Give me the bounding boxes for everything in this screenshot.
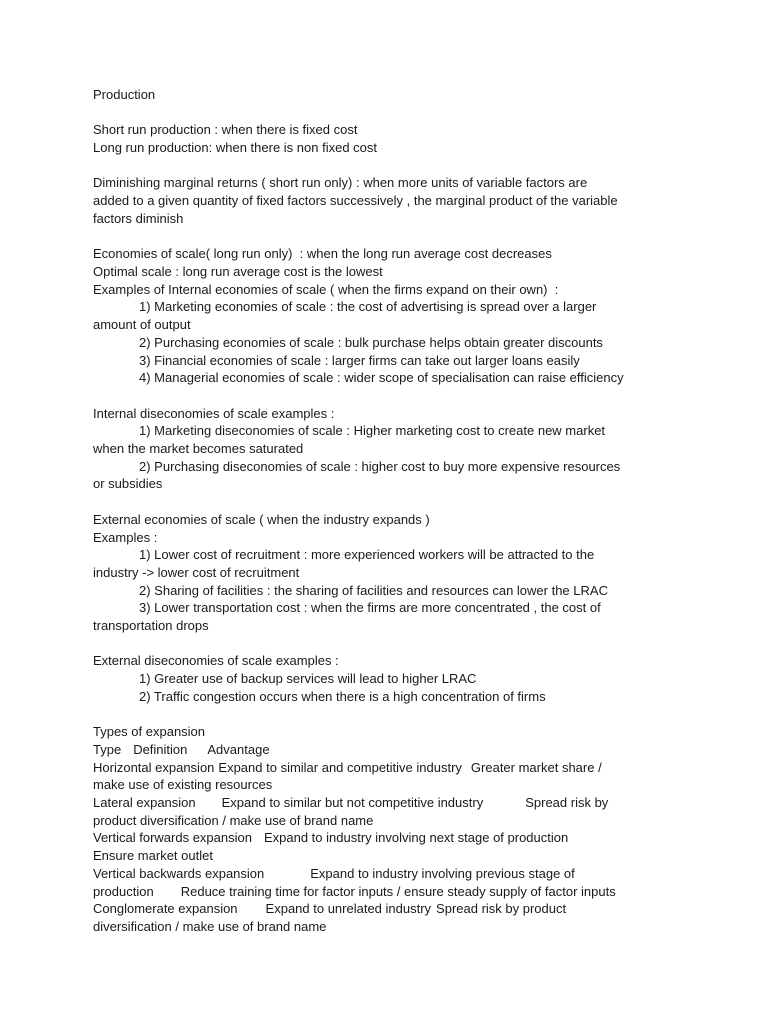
external-diseconomies-heading: External diseconomies of scale examples : — [93, 653, 339, 669]
lateral-name: Lateral expansion — [93, 795, 196, 811]
ext-dis-item-1: 1) Greater use of backup services will lead to higher LRAC — [139, 671, 477, 687]
conglomerate-adv: Spread risk by product — [436, 901, 567, 917]
expansion-header-row — [93, 741, 733, 759]
horizontal-name: Horizontal expansion — [93, 759, 215, 775]
vertical-forwards-adv: Ensure market outlet — [93, 848, 213, 864]
ext-eco-item-2: 2) Sharing of facilities : the sharing of facilities and resources can lower the LRAC — [139, 582, 608, 598]
lateral-adv: Spread risk by — [525, 795, 609, 811]
lateral-row — [93, 794, 733, 812]
internal-economies-heading: Examples of Internal economies of scale ( when the firms expand on their own) : — [93, 281, 559, 297]
internal-item-1-cont: amount of output — [93, 317, 191, 333]
economies-def: Economies of scale( long run only) : when the long run average cost decreases — [93, 246, 552, 262]
int-dis-item-2-cont: or subsidies — [93, 476, 163, 492]
internal-item-4: 4) Managerial economies of scale : wider scope of specialisation can raise efficiency — [139, 370, 624, 386]
long-run-line: Long run production: when there is non fixed cost — [93, 140, 378, 156]
col-type: Type — [93, 741, 122, 757]
vertical-backwards-def-cont: production — [93, 883, 154, 899]
diminishing-line-1: Diminishing marginal returns ( short run only) : when more units of variable factors are — [93, 175, 588, 191]
vertical-backwards-def: Expand to industry involving previous stage of — [310, 865, 575, 881]
diminishing-line-2: added to a given quantity of fixed factors successively , the marginal product of the variable — [93, 193, 618, 209]
vertical-backwards-adv: Reduce training time for factor inputs / ensure steady supply of factor inputs — [180, 883, 616, 899]
internal-item-3: 3) Financial economies of scale : larger firms can take out larger loans easily — [139, 352, 580, 368]
horizontal-row — [93, 759, 733, 777]
internal-item-2: 2) Purchasing economies of scale : bulk purchase helps obtain greater discounts — [139, 334, 603, 350]
conglomerate-name: Conglomerate expansion — [93, 901, 238, 917]
int-dis-item-2: 2) Purchasing diseconomies of scale : higher cost to buy more expensive resources — [139, 458, 621, 474]
ext-eco-item-1-cont: industry -> lower cost of recruitment — [93, 564, 300, 580]
page-title: Production — [93, 87, 156, 102]
vertical-backwards-name: Vertical backwards expansion — [93, 865, 265, 881]
lateral-def: Expand to similar but not competitive industry — [221, 795, 484, 811]
horizontal-def: Expand to similar and competitive industry — [218, 759, 462, 775]
optimal-scale: Optimal scale : long run average cost is the lowest — [93, 263, 383, 279]
col-definition: Definition — [133, 741, 188, 757]
ext-eco-item-3: 3) Lower transportation cost : when the firms are more concentrated , the cost of — [139, 600, 601, 616]
col-advantage: Advantage — [207, 741, 270, 757]
vertical-forwards-def: Expand to industry involving next stage of production — [263, 830, 569, 846]
conglomerate-def: Expand to unrelated industry — [265, 901, 432, 917]
ext-dis-item-2: 2) Traffic congestion occurs when there is a high concentration of firms — [139, 688, 546, 704]
external-examples-label: Examples : — [93, 529, 158, 545]
conglomerate-row — [93, 900, 733, 918]
ext-eco-item-3-cont: transportation drops — [93, 618, 209, 634]
vertical-forwards-name: Vertical forwards expansion — [93, 830, 252, 846]
lateral-row-cont: product diversification / make use of brand name — [93, 812, 374, 828]
short-run-line: Short run production : when there is fixed cost — [93, 122, 358, 138]
horizontal-row-cont: make use of existing resources — [93, 777, 273, 793]
external-economies-heading: External economies of scale ( when the industry expands ) — [93, 511, 430, 527]
internal-item-1: 1) Marketing economies of scale : the cost of advertising is spread over a larger — [139, 299, 597, 315]
vertical-forwards-row — [93, 829, 733, 847]
internal-diseconomies-heading: Internal diseconomies of scale examples : — [93, 405, 335, 421]
conglomerate-row-cont: diversification / make use of brand name — [93, 918, 327, 934]
int-dis-item-1-cont: when the market becomes saturated — [93, 441, 304, 456]
vertical-backwards-row — [93, 865, 733, 883]
document-body — [93, 86, 733, 936]
int-dis-item-1: 1) Marketing diseconomies of scale : Higher marketing cost to create new market — [139, 423, 606, 439]
ext-eco-item-1: 1) Lower cost of recruitment : more experienced workers will be attracted to the — [139, 547, 595, 563]
expansion-heading: Types of expansion — [93, 724, 206, 740]
vertical-backwards-row-cont — [93, 883, 733, 901]
diminishing-line-3: factors diminish — [93, 210, 184, 226]
horizontal-adv: Greater market share / — [470, 759, 602, 775]
